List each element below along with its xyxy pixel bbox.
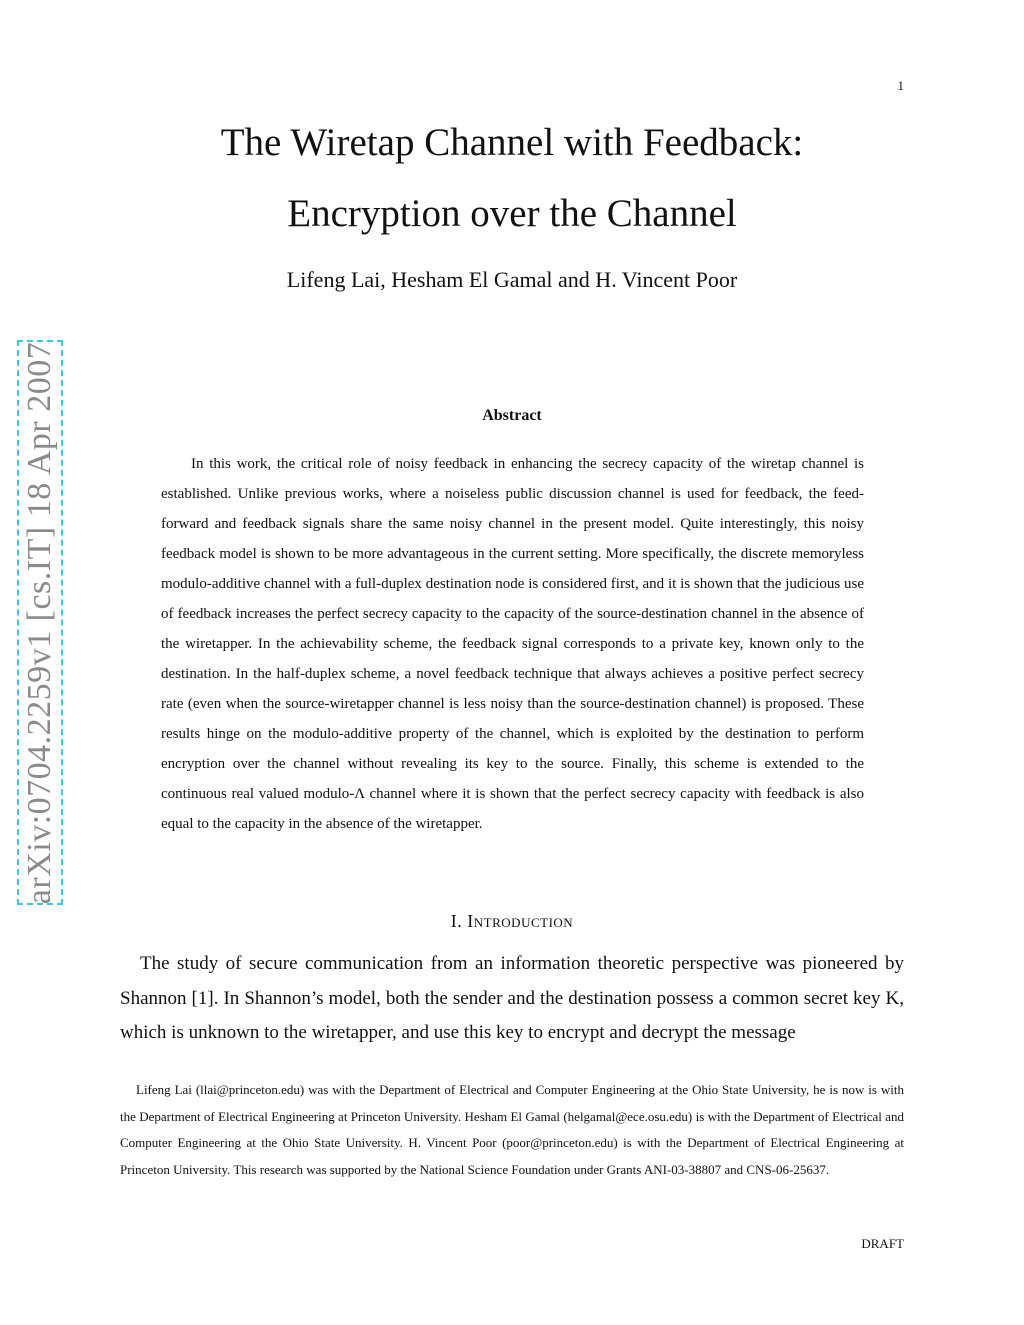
draft-label: DRAFT bbox=[861, 1236, 904, 1251]
author-list: Lifeng Lai, Hesham El Gamal and H. Vincent Poor bbox=[286, 267, 738, 292]
page-number: 1 bbox=[897, 78, 904, 93]
abstract-body: In this work, the critical role of noisy feedback in enhancing the secrecy capacity of the wiretap channel is established. Unlike previous works, where a noiseless public discussion channel is used for feedback, the feed-forward and feedback signals share the same noisy channel in the present model. Quite interestingly, this noisy feedback model is shown to be more advantageous in the current setting. More specifically, the discrete memoryless modulo-additive channel with a full-duplex destination node is considered first, and it is shown that the judicious use of feedback increases the perfect secrecy capacity to the capacity of the source-destination channel in the absence of the wiretapper. In the achievability scheme, the feedback signal corresponds to a private key, known only to the destination. In the half-duplex scheme, a novel feedback technique that always achieves a positive perfect secrecy rate (even when the source-wiretapper channel is less noisy than the source-destination channel) is proposed. These results hinge on the modulo-additive property of the channel, which is exploited by the destination to perform encryption over the channel without revealing its key to the source. Finally, this scheme is extended to the continuous real valued modulo-Λ channel where it is shown that the perfect secrecy capacity with feedback is also equal to the capacity in the absence of the wiretapper. bbox=[161, 456, 864, 832]
section-heading bbox=[0, 911, 1024, 932]
author-footnote: Lifeng Lai (llai@princeton.edu) was with the Department of Electrical and Computer Engineering at the Ohio State University, he is now is with the Department of Electrical Engineering at Princeton University. Hesham El Gamal (helgamal@ece.osu.edu) is with the Department of Electrical and Computer Engineering at the Ohio State University. H. Vincent Poor (poor@princeton.edu) is with the Department of Electrical Engineering at Princeton University. This research was supported by the National Science Foundation under Grants ANI-03-38807 and CNS-06-25637. bbox=[120, 1082, 904, 1177]
intro-paragraph: The study of secure communication from an information theoretic perspective was pioneered by Shannon [1]. In Shannon’s model, both the sender and the destination possess a common secret key K, which is unknown to the wiretapper, and use this key to encrypt and decrypt the message bbox=[120, 953, 904, 1043]
section-title: Introduction bbox=[467, 911, 574, 931]
abstract-heading: Abstract bbox=[482, 407, 542, 424]
paper-title-line-1: The Wiretap Channel with Feedback: bbox=[220, 121, 804, 164]
arxiv-stamp-text: arXiv:0704.2259v1 [cs.IT] 18 Apr 2007 bbox=[21, 341, 58, 904]
paper-title-line-2: Encryption over the Channel bbox=[287, 192, 737, 235]
section-number: I. bbox=[450, 911, 463, 931]
